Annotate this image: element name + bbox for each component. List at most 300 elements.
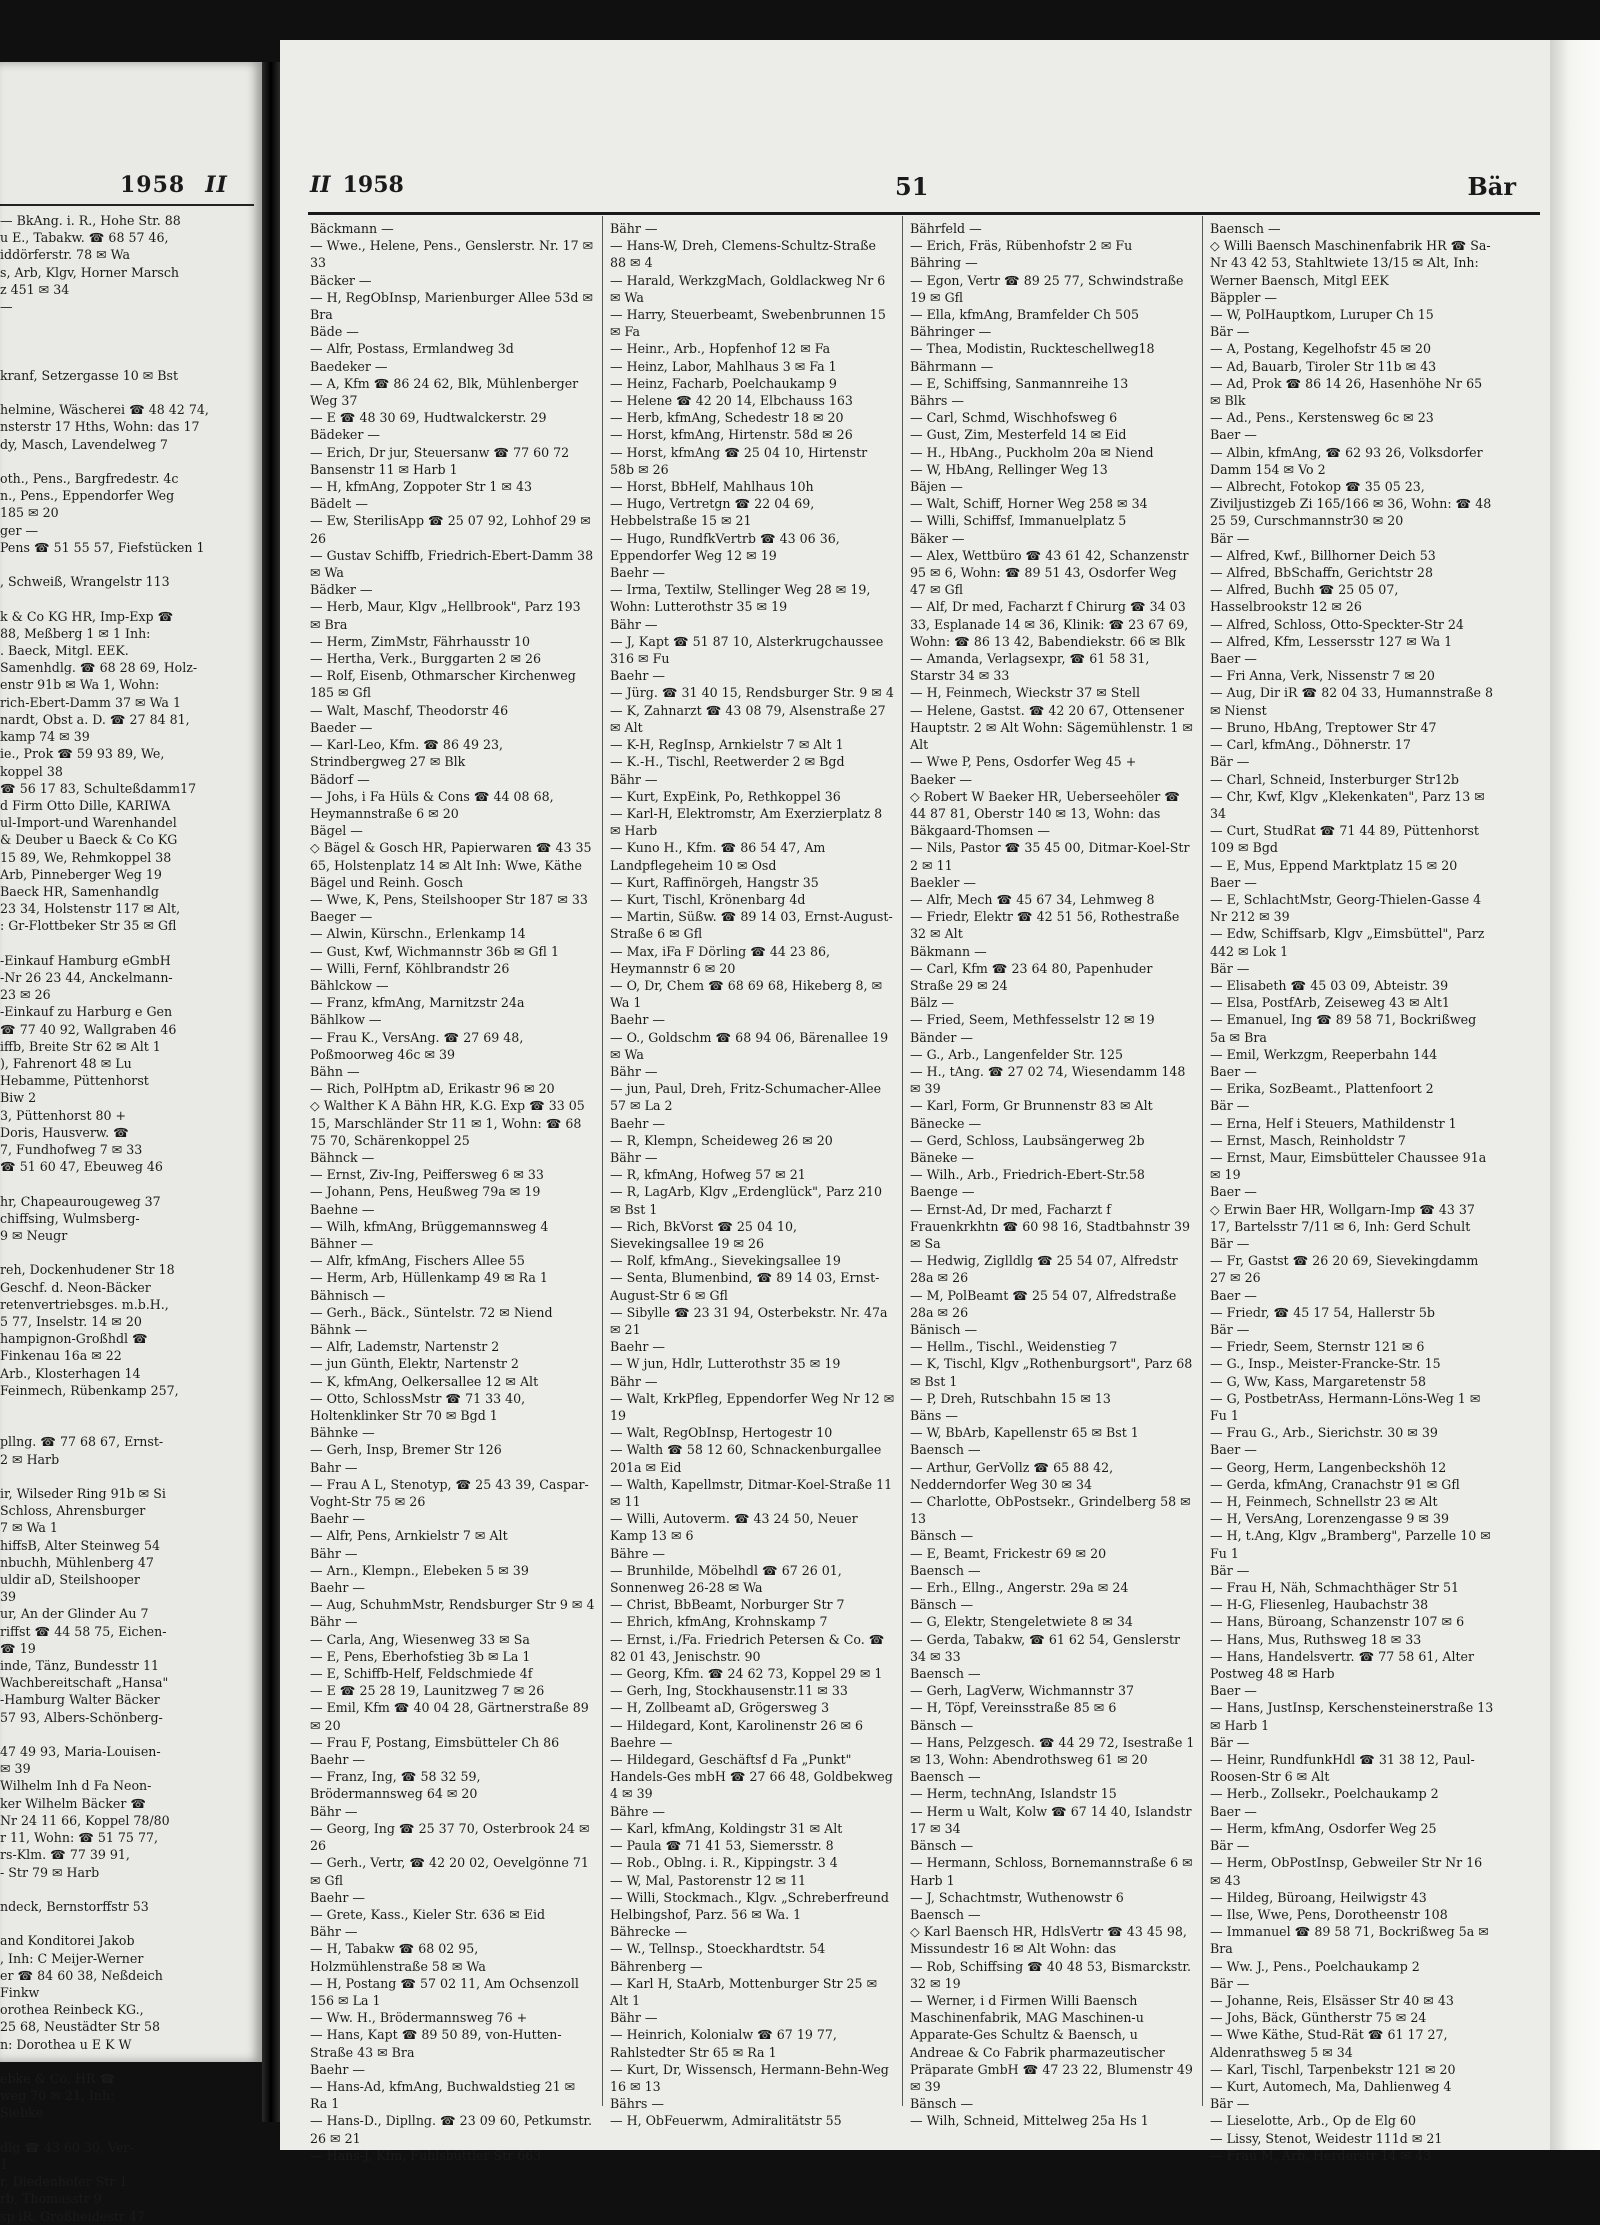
directory-entry: — G., Arb., Langenfelder Str. 125	[910, 1046, 1124, 1062]
name-heading: Bäns —	[910, 1408, 958, 1424]
name-heading: Bär —	[1210, 754, 1250, 770]
left-page-line: 39	[0, 1589, 17, 1605]
directory-entry: — H, Feinmech, Schnellstr 23 ✉ Alt	[1210, 1494, 1438, 1510]
name-heading: Bährecke —	[610, 1924, 688, 1940]
directory-entry: — Hans, Büroang, Schanzenstr 107 ✉ 6	[1210, 1614, 1465, 1630]
left-page-line: 57 93, Albers-Schönberg-	[0, 1709, 163, 1725]
directory-entry: — Lissy, Stenot, Weidestr 111d ✉ 21	[1210, 2130, 1443, 2146]
name-heading: Baeker —	[910, 771, 972, 787]
directory-entry: — Johann, Pens, Heußweg 79a ✉ 19	[310, 1184, 541, 1200]
left-page-line: k & Co KG HR, Imp-Exp ☎	[0, 608, 174, 624]
directory-entry: — Herb., Zollsekr., Poelchaukamp 2	[1210, 1786, 1439, 1802]
directory-entry: — Willi, Stockmach., Klgv. „Schreberfreund Helbingshof, Parz. 56 ✉ Wa. 1	[610, 1889, 889, 1922]
directory-entry: — J, Kapt ☎ 51 87 10, Alsterkrugchaussee 316 ✉ Fu	[610, 633, 884, 667]
directory-entry: — Wilh, Schneid, Mittelweg 25a Hs 1	[910, 2113, 1149, 2129]
left-page-line: Arb, Pinneberger Weg 19	[0, 866, 162, 882]
name-heading: Baer —	[1210, 1287, 1257, 1303]
left-page-line: 15 89, We, Rehmkoppel 38	[0, 849, 172, 865]
name-heading: Baer —	[1210, 1184, 1257, 1200]
column-divider	[1202, 216, 1203, 2106]
directory-entry: — J, Schachtmstr, Wuthenowstr 6	[910, 1889, 1124, 1905]
directory-entry: — Charlotte, ObPostsekr., Grindelberg 58 ✉ 13	[910, 1494, 1191, 1527]
left-page-line: Wilhelm Inh d Fa Neon-	[0, 1778, 152, 1794]
directory-entry: — G., Insp., Meister-Francke-Str. 15	[1210, 1356, 1441, 1372]
directory-entry: — Friedr, ☎ 45 17 54, Hallerstr 5b	[1210, 1304, 1435, 1320]
directory-entry: — E ☎ 25 28 19, Launitzweg 7 ✉ 26	[310, 1683, 545, 1699]
directory-entry: — Jürg. ☎ 31 40 15, Rendsburger Str. 9 ✉ 4	[610, 685, 894, 701]
name-heading: Bähnke —	[310, 1425, 375, 1441]
name-heading: Bäkmann —	[910, 943, 987, 959]
directory-entry: — Egon, Vertr ☎ 89 25 77, Schwindstraße 19 ✉ Gfl	[910, 272, 1184, 305]
left-page-line: sp iR, Großheidestr 47	[0, 2208, 145, 2224]
directory-entry: — Otto, SchlossMstr ☎ 71 33 40, Holtenklinker Str 70 ✉ Bgd 1	[310, 1390, 526, 1424]
directory-entry: — E ☎ 48 30 69, Hudtwalckerstr. 29	[310, 410, 547, 426]
directory-entry: — Hans, JustInsp, Kerschensteinerstraße 13 ✉ Harb 1	[1210, 1700, 1494, 1733]
directory-entry: — G, Elektr, Stengeletwiete 8 ✉ 34	[910, 1614, 1133, 1630]
directory-entry: — Horst, kfmAng, Hirtenstr. 58d ✉ 26	[610, 427, 853, 443]
name-heading: Baer —	[1210, 874, 1257, 890]
directory-entry: — E, SchlachtMstr, Georg-Thielen-Gasse 4 Nr 212 ✉ 39	[1210, 891, 1482, 925]
directory-entry: — Walth ☎ 58 12 60, Schnackenburgallee 201a ✉ Eid	[610, 1442, 882, 1475]
directory-entry: — Hans, Pelzgesch. ☎ 44 29 72, Isestraße 1 ✉ 13, Wohn: Abendrothsweg 61 ✉ 20	[910, 1734, 1195, 1768]
directory-entry: — H, Zollbeamt aD, Grögersweg 3	[610, 1700, 830, 1716]
left-page-line: Schloss, Ahrensburger	[0, 1503, 146, 1519]
name-heading: Bänder —	[910, 1029, 974, 1045]
name-heading: Bär —	[1210, 1734, 1250, 1750]
left-page-line: -Nr 26 23 44, Anckelmann-	[0, 969, 173, 985]
directory-entry: — Kurt, ExpEink, Po, Rethkoppel 36	[610, 788, 841, 804]
left-page-line: : Gr-Flottbeker Str 35 ✉ Gfl	[0, 918, 177, 934]
directory-entry: — Gust, Zim, Mesterfeld 14 ✉ Eid	[910, 427, 1127, 443]
directory-entry: — Hertha, Verk., Burggarten 2 ✉ 26	[310, 651, 542, 667]
name-heading: Baehr —	[610, 1115, 665, 1131]
directory-entry: — A, Kfm ☎ 86 24 62, Blk, Mühlenberger Weg 37	[310, 375, 579, 409]
guide-word: Bär	[1467, 172, 1516, 201]
directory-entry: — Carla, Ang, Wiesenweg 33 ✉ Sa	[310, 1631, 530, 1647]
directory-entry: — Erika, SozBeamt., Plattenfoort 2	[1210, 1081, 1434, 1097]
directory-entry: — H, ObFeuerwm, Admiralitätstr 55	[610, 2113, 842, 2129]
left-page-line: er ☎ 84 60 38, Neßdeich	[0, 1967, 163, 1983]
directory-entry: — Willi, Schiffsf, Immanuelplatz 5	[910, 513, 1127, 529]
name-heading: Bähr —	[610, 771, 658, 787]
directory-entry: — H, RegObInsp, Marienburger Allee 53d ✉ Bra	[310, 289, 594, 323]
directory-entry: — Hans-W, Dreh, Clemens-Schultz-Straße 88 ✉ 4	[610, 238, 876, 271]
directory-entry: — Max, iFa F Dörling ☎ 44 23 86, Heymannstr 6 ✉ 20	[610, 943, 830, 976]
directory-entry: — Alfr, Lademstr, Nartenstr 2	[310, 1339, 500, 1355]
left-page-line: iddörferstr. 78 ✉ Wa	[0, 247, 130, 263]
directory-entry: — Herb, Maur, Klgv „Hellbrook", Parz 193 ✉ Bra	[310, 599, 581, 632]
left-page-line: ☎ 19	[0, 1640, 36, 1656]
directory-entry: — Heinz, Labor, Mahlhaus 3 ✉ Fa 1	[610, 358, 837, 374]
left-page-line: 7, Fundhofweg 7 ✉ 33	[0, 1141, 143, 1157]
directory-entry: — Ad, Bauarb, Tiroler Str 11b ✉ 43	[1210, 358, 1437, 374]
directory-column-4	[1210, 220, 1495, 2164]
directory-entry: — Thea, Modistin, Ruckteschellweg18	[910, 341, 1155, 357]
directory-entry: — Ella, kfmAng, Bramfelder Ch 505	[910, 307, 1140, 323]
directory-entry: — Herb, kfmAng, Schedestr 18 ✉ 20	[610, 410, 844, 426]
directory-entry: — Wwe, K, Pens, Steilshooper Str 187 ✉ 33	[310, 891, 588, 907]
left-page-line: n: Dorothea u E K W	[0, 2036, 132, 2052]
directory-entry: — Alfred, Kwf., Billhorner Deich 53	[1210, 547, 1436, 563]
directory-entry: — Arthur, GerVollz ☎ 65 88 42, Nedderndorfer Weg 30 ✉ 34	[910, 1459, 1114, 1492]
left-page-line: -Einkauf zu Harburg e Gen	[0, 1004, 173, 1020]
directory-entry: — Ernst, Ziv-Ing, Peiffersweg 6 ✉ 33	[310, 1167, 544, 1183]
name-heading: Bäker —	[910, 530, 965, 546]
left-page-line: ul-Import-und Warenhandel	[0, 815, 177, 831]
name-heading: Bär —	[1210, 324, 1250, 340]
directory-entry: — Hugo, RundfkVertrb ☎ 43 06 36, Eppendorfer Weg 12 ✉ 19	[610, 530, 840, 563]
directory-column-2	[610, 220, 895, 2130]
name-heading: Baensch —	[910, 1906, 981, 1922]
name-heading: Bähn —	[310, 1063, 360, 1079]
name-heading: Bahr —	[310, 1459, 358, 1475]
page-header	[310, 172, 1530, 212]
left-page-line: rich-Ebert-Damm 37 ✉ Wa 1	[0, 694, 181, 710]
left-page-line: n., Pens., Eppendorfer Weg	[0, 488, 175, 504]
name-heading: Bänsch —	[910, 2096, 974, 2112]
directory-entry: — K, kfmAng, Oelkersallee 12 ✉ Alt	[310, 1373, 539, 1389]
directory-entry: — Arn., Klempn., Elebeken 5 ✉ 39	[310, 1562, 529, 1578]
left-page-line: 23 ✉ 26	[0, 987, 51, 1003]
name-heading: Bänsch —	[910, 1597, 974, 1613]
directory-entry: — Hedwig, Ziglldlg ☎ 25 54 07, Alfredstr 28a ✉ 26	[910, 1253, 1178, 1286]
left-page-line: 185 ✉ 20	[0, 505, 59, 521]
directory-entry: — Brunhilde, Möbelhdl ☎ 67 26 01, Sonnenweg 26-28 ✉ Wa	[610, 1562, 842, 1596]
name-heading: Bähre —	[610, 1803, 665, 1819]
directory-entry: — Alfr, kfmAng, Fischers Allee 55	[310, 1253, 525, 1269]
directory-entry: — Aug, SchuhmMstr, Rendsburger Str 9 ✉ 4	[310, 1597, 595, 1613]
directory-entry: — R, kfmAng, Hofweg 57 ✉ 21	[610, 1167, 806, 1183]
left-page-line: z 451 ✉ 34	[0, 281, 70, 297]
directory-entry: — Rolf, kfmAng., Sievekingsallee 19	[610, 1253, 841, 1269]
name-heading: Bädelt —	[310, 496, 368, 512]
directory-entry: — Hans-J, Kfm, Fuhlsbüttler Str 663	[310, 2147, 542, 2163]
directory-entry: — Nils, Pastor ☎ 35 45 00, Ditmar-Koel-Str 2 ✉ 11	[910, 840, 1190, 873]
directory-entry: — Gerh., Bäck., Süntelstr. 72 ✉ Niend	[310, 1304, 553, 1320]
name-heading: Bäkgaard-Thomsen —	[910, 823, 1051, 839]
left-page-line: rs-Klm. ☎ 77 39 91,	[0, 1847, 130, 1863]
directory-entry: — K, Zahnarzt ☎ 43 08 79, Alsenstraße 27 ✉ Alt	[610, 702, 886, 735]
name-heading: Bähr —	[610, 1149, 658, 1165]
left-page-line: dy, Masch, Lavendelweg 7	[0, 436, 168, 452]
name-heading: Baehre —	[610, 1734, 673, 1750]
directory-entry: — Werner, i d Firmen Willi Baensch Maschinenfabrik, MAG Maschinen-u Apparate-Ges Schultz & Baensch, u Andreae & Co Fabrik pharmazeutischer Präparate GmbH ☎ 47 23 22, Blumenstr 49 ✉ 39	[910, 1992, 1193, 2094]
name-heading: Baer —	[1210, 651, 1257, 667]
left-page-line: Finkenau 16a ✉ 22	[0, 1348, 122, 1364]
left-page-line	[0, 2122, 258, 2139]
directory-entry: — E, Schiffb-Helf, Feldschmiede 4f	[310, 1666, 533, 1682]
left-page-line: nbuchh, Mühlenberg 47	[0, 1554, 154, 1570]
left-page-line: weg 70 ✉ 21, Inh:	[0, 2088, 115, 2104]
left-page-line: rb, Thomasstr 9	[0, 2191, 102, 2207]
directory-entry: — Irma, Textilw, Stellinger Weg 28 ✉ 19, Wohn: Lutterothstr 35 ✉ 19	[610, 582, 871, 615]
name-heading: Bäjen —	[910, 479, 963, 495]
name-heading: Baehne —	[310, 1201, 375, 1217]
directory-entry: — Erh., Ellng., Angerstr. 29a ✉ 24	[910, 1580, 1129, 1596]
left-header-year: 1958	[120, 172, 186, 198]
name-heading: Baenge —	[910, 1184, 975, 1200]
left-page-line: Finkw	[0, 1984, 40, 2000]
directory-entry: — Hildegard, Geschäftsf d Fa „Punkt" Handels-Ges mbH ☎ 27 66 48, Goldbekweg 4 ✉ 39	[610, 1752, 893, 1802]
directory-entry: — Ad, Prok ☎ 86 14 26, Hasenhöhe Nr 65 ✉ Blk	[1210, 375, 1483, 409]
directory-entry: — Emil, Werkzgm, Reeperbahn 144	[1210, 1046, 1438, 1062]
name-heading: Bähre —	[610, 1545, 665, 1561]
name-heading: Bänsch —	[910, 1528, 974, 1544]
name-heading: Bär —	[1210, 1838, 1250, 1854]
directory-entry: — Curt, StudRat ☎ 71 44 89, Püttenhorst 109 ✉ Bgd	[1210, 823, 1479, 856]
left-page-line: Wachbereitschaft „Hansa"	[0, 1675, 169, 1691]
directory-entry: — Alwin, Kürschn., Erlenkamp 14	[310, 926, 526, 942]
name-heading: Bähr —	[310, 1803, 358, 1819]
directory-entry: — Erich, Fräs, Rübenhofstr 2 ✉ Fu	[910, 238, 1133, 254]
directory-entry: — Hans-D., Dipllng. ☎ 23 09 60, Petkumstr. 26 ✉ 21	[310, 2113, 593, 2146]
left-page-line: and Konditorei Jakob	[0, 1933, 135, 1949]
directory-entry: — Gerd, Schloss, Laubsängerweg 2b	[910, 1132, 1145, 1148]
left-page-line	[0, 590, 258, 607]
name-heading: Baehr —	[310, 1580, 365, 1596]
directory-entry: — Immanuel ☎ 89 58 71, Bockrißweg 5a ✉ Bra	[1210, 1924, 1489, 1957]
left-page-line: Doris, Hausverw. ☎	[0, 1124, 129, 1140]
directory-entry: — Karl-H, Elektromstr, Am Exerzierplatz 8 ✉ Harb	[610, 805, 883, 839]
directory-entry: — W jun, Hdlr, Lutterothstr 35 ✉ 19	[610, 1356, 841, 1372]
directory-entry: — Heinr., Arb., Hopfenhof 12 ✉ Fa	[610, 341, 831, 357]
name-heading: Bähnk —	[310, 1322, 368, 1337]
name-heading: Baer —	[1210, 1063, 1257, 1079]
name-heading: Bährs —	[610, 2096, 664, 2112]
directory-entry: — A, Postang, Kegelhofstr 45 ✉ 20	[1210, 341, 1432, 357]
left-page-line: 3, Püttenhorst 80 +	[0, 1107, 127, 1123]
left-page-line	[0, 350, 258, 367]
directory-entry: — Alf, Dr med, Facharzt f Chirurg ☎ 34 03 33, Esplanade 14 ✉ 36, Klinik: ☎ 23 67 69, Wohn: ☎ 86 13 42, Babendiekstr. 66 ✉ Blk	[910, 599, 1189, 649]
left-page-line: helmine, Wäscherei ☎ 48 42 74,	[0, 402, 209, 418]
directory-entry: — Aug, Dir iR ☎ 82 04 33, Humannstraße 8 ✉ Nienst	[1210, 685, 1494, 718]
left-page-text	[0, 212, 258, 2225]
left-page	[0, 62, 262, 2224]
directory-entry: — Karl, Form, Gr Brunnenstr 83 ✉ Alt	[910, 1098, 1153, 1114]
directory-entry: — Frau A L, Stenotyp, ☎ 25 43 39, Caspar-Voght-Str 75 ✉ 26	[310, 1476, 589, 1510]
directory-entry: — Fr, Gastst ☎ 26 20 69, Sievekingdamm 27 ✉ 26	[1210, 1253, 1479, 1286]
directory-entry: — Georg, Ing ☎ 25 37 70, Osterbrook 24 ✉ 26	[310, 1820, 590, 1854]
directory-entry: — Ernst-Ad, Dr med, Facharzt f Frauenkrkhtn ☎ 60 98 16, Stadtbahnstr 39 ✉ Sa	[910, 1201, 1190, 1251]
directory-entry: — Georg, Kfm. ☎ 24 62 73, Koppel 29 ✉ 1	[610, 1666, 883, 1682]
left-page-line	[0, 315, 258, 332]
directory-entry: — Gerda, kfmAng, Cranachstr 91 ✉ Gfl	[1210, 1476, 1460, 1492]
directory-entry: — W, HbAng, Rellinger Weg 13	[910, 461, 1108, 477]
header-rule	[308, 212, 1540, 215]
name-heading: Bährfeld —	[910, 221, 982, 236]
directory-entry: — Georg, Herm, Langenbeckshöh 12	[1210, 1459, 1447, 1475]
left-page-line: nardt, Obst a. D. ☎ 27 84 81,	[0, 711, 190, 727]
directory-entry: — Gerh, Insp, Bremer Str 126	[310, 1442, 502, 1458]
directory-entry: — Ernst, Masch, Reinholdstr 7	[1210, 1132, 1406, 1148]
left-page-line	[0, 935, 258, 952]
directory-entry: — E, Beamt, Frickestr 69 ✉ 20	[910, 1545, 1107, 1561]
left-page-line: Geschf. d. Neon-Bäcker	[0, 1279, 151, 1295]
name-heading: Bär —	[1210, 1235, 1250, 1251]
name-heading: Bähnisch —	[310, 1287, 386, 1303]
directory-entry: — K-H, RegInsp, Arnkielstr 7 ✉ Alt 1	[610, 737, 844, 753]
name-heading: Bälz —	[910, 995, 955, 1011]
left-page-line	[0, 332, 258, 349]
left-page-line: ie., Prok ☎ 59 93 89, We,	[0, 746, 165, 762]
directory-entry: — Karl-Leo, Kfm. ☎ 86 49 23, Strindbergweg 27 ✉ Blk	[310, 737, 504, 770]
directory-entry: — Herm, technAng, Islandstr 15	[910, 1786, 1117, 1802]
left-page-line	[0, 1399, 258, 1416]
name-heading: Baehr —	[310, 1889, 365, 1905]
directory-entry: — Paula ☎ 71 41 53, Siemersstr. 8	[610, 1838, 834, 1854]
name-heading: Baer —	[1210, 427, 1257, 443]
directory-entry: — Kuno H., Kfm. ☎ 86 54 47, Am Landpflegeheim 10 ✉ Osd	[610, 840, 826, 873]
directory-entry: — Amanda, Verlagsexpr, ☎ 61 58 31, Starstr 34 ✉ 33	[910, 651, 1150, 684]
name-heading: Baehr —	[310, 1511, 365, 1527]
left-page-line: d Firm Otto Dille, KARIWA	[0, 797, 171, 813]
directory-entry: — H., tAng. ☎ 27 02 74, Wiesendamm 148 ✉ 39	[910, 1063, 1186, 1097]
directory-column-3	[910, 220, 1195, 2130]
directory-entry: — Willi, Fernf, Köhlbrandstr 26	[310, 960, 510, 976]
name-heading: Bäppler —	[1210, 289, 1277, 305]
left-page-line: iffb, Breite Str 62 ✉ Alt 1	[0, 1038, 161, 1054]
left-page-line: hampignon-Großhdl ☎	[0, 1331, 148, 1347]
column-divider	[902, 216, 903, 2106]
directory-entry: — Lieselotte, Arb., Op de Elg 60	[1210, 2113, 1416, 2129]
name-heading: Bäcker —	[310, 272, 372, 288]
left-page-line: 1	[0, 2156, 9, 2172]
name-heading: Bähr —	[610, 1063, 658, 1079]
name-heading: Bädorf —	[310, 771, 370, 787]
left-page-line: 47 49 93, Maria-Louisen-	[0, 1744, 161, 1760]
directory-entry: — Karl, Tischl, Tarpenbekstr 121 ✉ 20	[1210, 2061, 1456, 2077]
directory-entry: — jun Günth, Elektr, Nartenstr 2	[310, 1356, 519, 1372]
name-heading: Bär —	[1210, 2096, 1250, 2112]
directory-entry: — Ehrich, kfmAng, Krohnskamp 7	[610, 1614, 828, 1630]
name-heading: Baehr —	[610, 1339, 665, 1355]
directory-entry: — Frau H, Näh, Schmachthäger Str 51	[1210, 1580, 1459, 1596]
directory-entry: — Edw, Schiffsarb, Klgv „Eimsbüttel", Parz 442 ✉ Lok 1	[1210, 926, 1485, 959]
left-page-line: Nr 24 11 66, Koppel 78/80	[0, 1812, 170, 1828]
directory-entry: — Emanuel, Ing ☎ 89 58 71, Bockrißweg 5a ✉ Bra	[1210, 1012, 1477, 1045]
left-page-line: ✉ 39	[0, 1761, 31, 1777]
left-header-rule	[0, 204, 254, 206]
directory-entry: — Helene ☎ 42 20 14, Elbchauss 163	[610, 393, 853, 409]
left-page-line: & Deuber u Baeck & Co KG	[0, 832, 178, 848]
left-page-line: 25 68, Neustädter Str 58	[0, 2019, 161, 2035]
left-page-line: — BkAng. i. R., Hohe Str. 88	[0, 213, 181, 228]
directory-entry: — Heinrich, Kolonialw ☎ 67 19 77, Rahlstedter Str 65 ✉ Ra 1	[610, 2027, 837, 2060]
left-page-line: retenvertriebsges. m.b.H.,	[0, 1296, 169, 1312]
left-page-line: - Str 79 ✉ Harb	[0, 1864, 100, 1880]
name-heading: Baer —	[1210, 1683, 1257, 1699]
left-page-line	[0, 384, 258, 401]
name-heading: Baekler —	[910, 874, 976, 890]
left-page-line: 5 77, Inselstr. 14 ✉ 20	[0, 1314, 142, 1329]
directory-entry: ◇ Willi Baensch Maschinenfabrik HR ☎ Sa-Nr 43 42 53, Stahltwiete 13/15 ✉ Alt, Inh: Werner Baensch, Mitgl EEK	[1210, 238, 1491, 288]
name-heading: Bähr —	[610, 2010, 658, 2026]
name-heading: Baeger —	[310, 909, 373, 925]
directory-entry: — Johs, Bäck, Güntherstr 75 ✉ 24	[1210, 2010, 1427, 2026]
directory-entry: — Hugo, Vertretgn ☎ 22 04 69, Hebbelstraße 15 ✉ 21	[610, 496, 815, 529]
directory-entry: — Heinz, Facharb, Poelchaukamp 9	[610, 375, 837, 391]
directory-entry: — Franz, Ing, ☎ 58 32 59, Brödermannsweg 64 ✉ 20	[310, 1769, 481, 1802]
directory-entry: — Rob, Schiffsing ☎ 40 48 53, Bismarckstr. 32 ✉ 19	[910, 1958, 1192, 1991]
directory-entry: — Horst, kfmAng ☎ 25 04 10, Hirtenstr 58b ✉ 26	[610, 444, 868, 477]
left-page-line: uldir aD, Steilshooper	[0, 1572, 140, 1588]
left-page-line: Biw 2	[0, 1090, 37, 1106]
left-page-line: inde, Tänz, Bundesstr 11	[0, 1658, 159, 1674]
left-page-line: —	[0, 299, 13, 315]
name-heading: Bähringer —	[910, 324, 992, 340]
left-page-line: -Einkauf Hamburg eGmbH	[0, 952, 171, 968]
directory-entry: — Martin, Süßw. ☎ 89 14 03, Ernst-August-Straße 6 ✉ Gfl	[610, 909, 893, 942]
name-heading: Bägel —	[310, 823, 363, 839]
directory-entry: — Wwe., Helene, Pens., Genslerstr. Nr. 17 ✉ 33	[310, 238, 594, 271]
directory-entry: — Herm, ZimMstr, Fährhausstr 10	[310, 633, 531, 649]
left-page-line: riffst ☎ 44 58 75, Eichen-	[0, 1623, 167, 1639]
name-heading: Bähr —	[310, 1614, 358, 1630]
scan-edge	[1550, 40, 1600, 2150]
name-heading: Bär —	[1210, 530, 1250, 546]
left-page-line: orothea Reinbeck KG.,	[0, 2002, 144, 2018]
directory-entry: — W, BbArb, Kapellenstr 65 ✉ Bst 1	[910, 1425, 1139, 1441]
directory-entry: — Ww. J., Pens., Poelchaukamp 2	[1210, 1958, 1420, 1974]
name-heading: Bählckow —	[310, 977, 389, 993]
left-page-line: Siebke	[0, 2105, 44, 2121]
directory-entry: — Herm u Walt, Kolw ☎ 67 14 40, Islandstr 17 ✉ 34	[910, 1803, 1192, 1836]
directory-entry: — Frau M, Arb, Herderstr 14 ✉ 43	[1210, 2147, 1432, 2163]
directory-entry: — Wwe P, Pens, Osdorfer Weg 45 +	[910, 754, 1137, 770]
directory-entry: — Hellm., Tischl., Weidenstieg 7	[910, 1339, 1118, 1355]
book-gutter	[262, 62, 280, 2122]
left-page-line	[0, 1881, 258, 1898]
directory-entry: — Senta, Blumenbind, ☎ 89 14 03, Ernst-August-Str 6 ✉ Gfl	[610, 1270, 880, 1303]
left-page-line: , Schweiß, Wrangelstr 113	[0, 574, 170, 590]
directory-entry: — Franz, kfmAng, Marnitzstr 24a	[310, 995, 525, 1011]
left-page-line: ), Fahrenort 48 ✉ Lu	[0, 1055, 132, 1071]
directory-entry: — Heinr, RundfunkHdl ☎ 31 38 12, Paul-Roosen-Str 6 ✉ Alt	[1210, 1752, 1475, 1785]
left-page-line: r 11, Wohn: ☎ 51 75 77,	[0, 1830, 158, 1846]
directory-entry: — Alfred, BbSchaffn, Gerichtstr 28	[1210, 565, 1433, 581]
left-page-line: ger —	[0, 522, 39, 538]
directory-entry: — R, Klempn, Scheideweg 26 ✉ 20	[610, 1132, 833, 1148]
directory-entry: — Grete, Kass., Kieler Str. 636 ✉ Eid	[310, 1906, 546, 1922]
left-page-line: Samenhdlg. ☎ 68 28 69, Holz-	[0, 660, 198, 676]
directory-entry: — Gerda, Tabakw, ☎ 61 62 54, Genslerstr 34 ✉ 33	[910, 1631, 1181, 1664]
left-page-line: Arb., Klosterhagen 14	[0, 1365, 141, 1381]
directory-entry: — Rob., Oblng. i. R., Kippingstr. 3 4	[610, 1855, 838, 1871]
directory-entry: — H, VersAng, Lorenzengasse 9 ✉ 39	[1210, 1511, 1450, 1527]
directory-entry: — E, Schiffsing, Sanmannreihe 13	[910, 375, 1129, 391]
left-page-line: 2 ✉ Harb	[0, 1451, 60, 1467]
header-volume: II	[310, 172, 331, 198]
directory-entry: — Alex, Wettbüro ☎ 43 61 42, Schanzenstr 95 ✉ 6, Wohn: ☎ 89 51 43, Osdorfer Weg 47 ✉ Gfl	[910, 547, 1189, 598]
directory-entry: — Frau K., VersAng. ☎ 27 69 48, Poßmoorweg 46c ✉ 39	[310, 1029, 524, 1062]
name-heading: Baehr —	[310, 2061, 365, 2077]
name-heading: Baeder —	[310, 719, 373, 735]
left-page-line: ndeck, Bernstorffstr 53	[0, 1898, 149, 1914]
directory-entry: — Gerh., Vertr, ☎ 42 20 02, Oevelgönne 71 ✉ Gfl	[310, 1855, 589, 1888]
left-page-header	[120, 172, 228, 198]
name-heading: Bär —	[1210, 1098, 1250, 1114]
directory-entry: ◇ Erwin Baer HR, Wollgarn-Imp ☎ 43 37 17, Bartelsstr 7/11 ✉ 6, Inh: Gerd Schult	[1210, 1201, 1475, 1234]
left-page-line: 7 ✉ Wa 1	[0, 1520, 58, 1536]
directory-entry: — jun, Paul, Dreh, Fritz-Schumacher-Allee 57 ✉ La 2	[610, 1081, 882, 1114]
name-heading: Bähr —	[310, 1924, 358, 1940]
directory-entry: — Horst, BbHelf, Mahlhaus 10h	[610, 479, 814, 495]
directory-entry: — Carl, Kfm ☎ 23 64 80, Papenhuder Straße 29 ✉ 24	[910, 960, 1153, 993]
left-page-line: s, Arb, Klgv, Horner Marsch	[0, 264, 179, 280]
name-heading: Baensch —	[910, 1769, 981, 1785]
directory-entry: — Alfr, Pens, Arnkielstr 7 ✉ Alt	[310, 1528, 508, 1544]
left-page-line	[0, 1175, 258, 1192]
